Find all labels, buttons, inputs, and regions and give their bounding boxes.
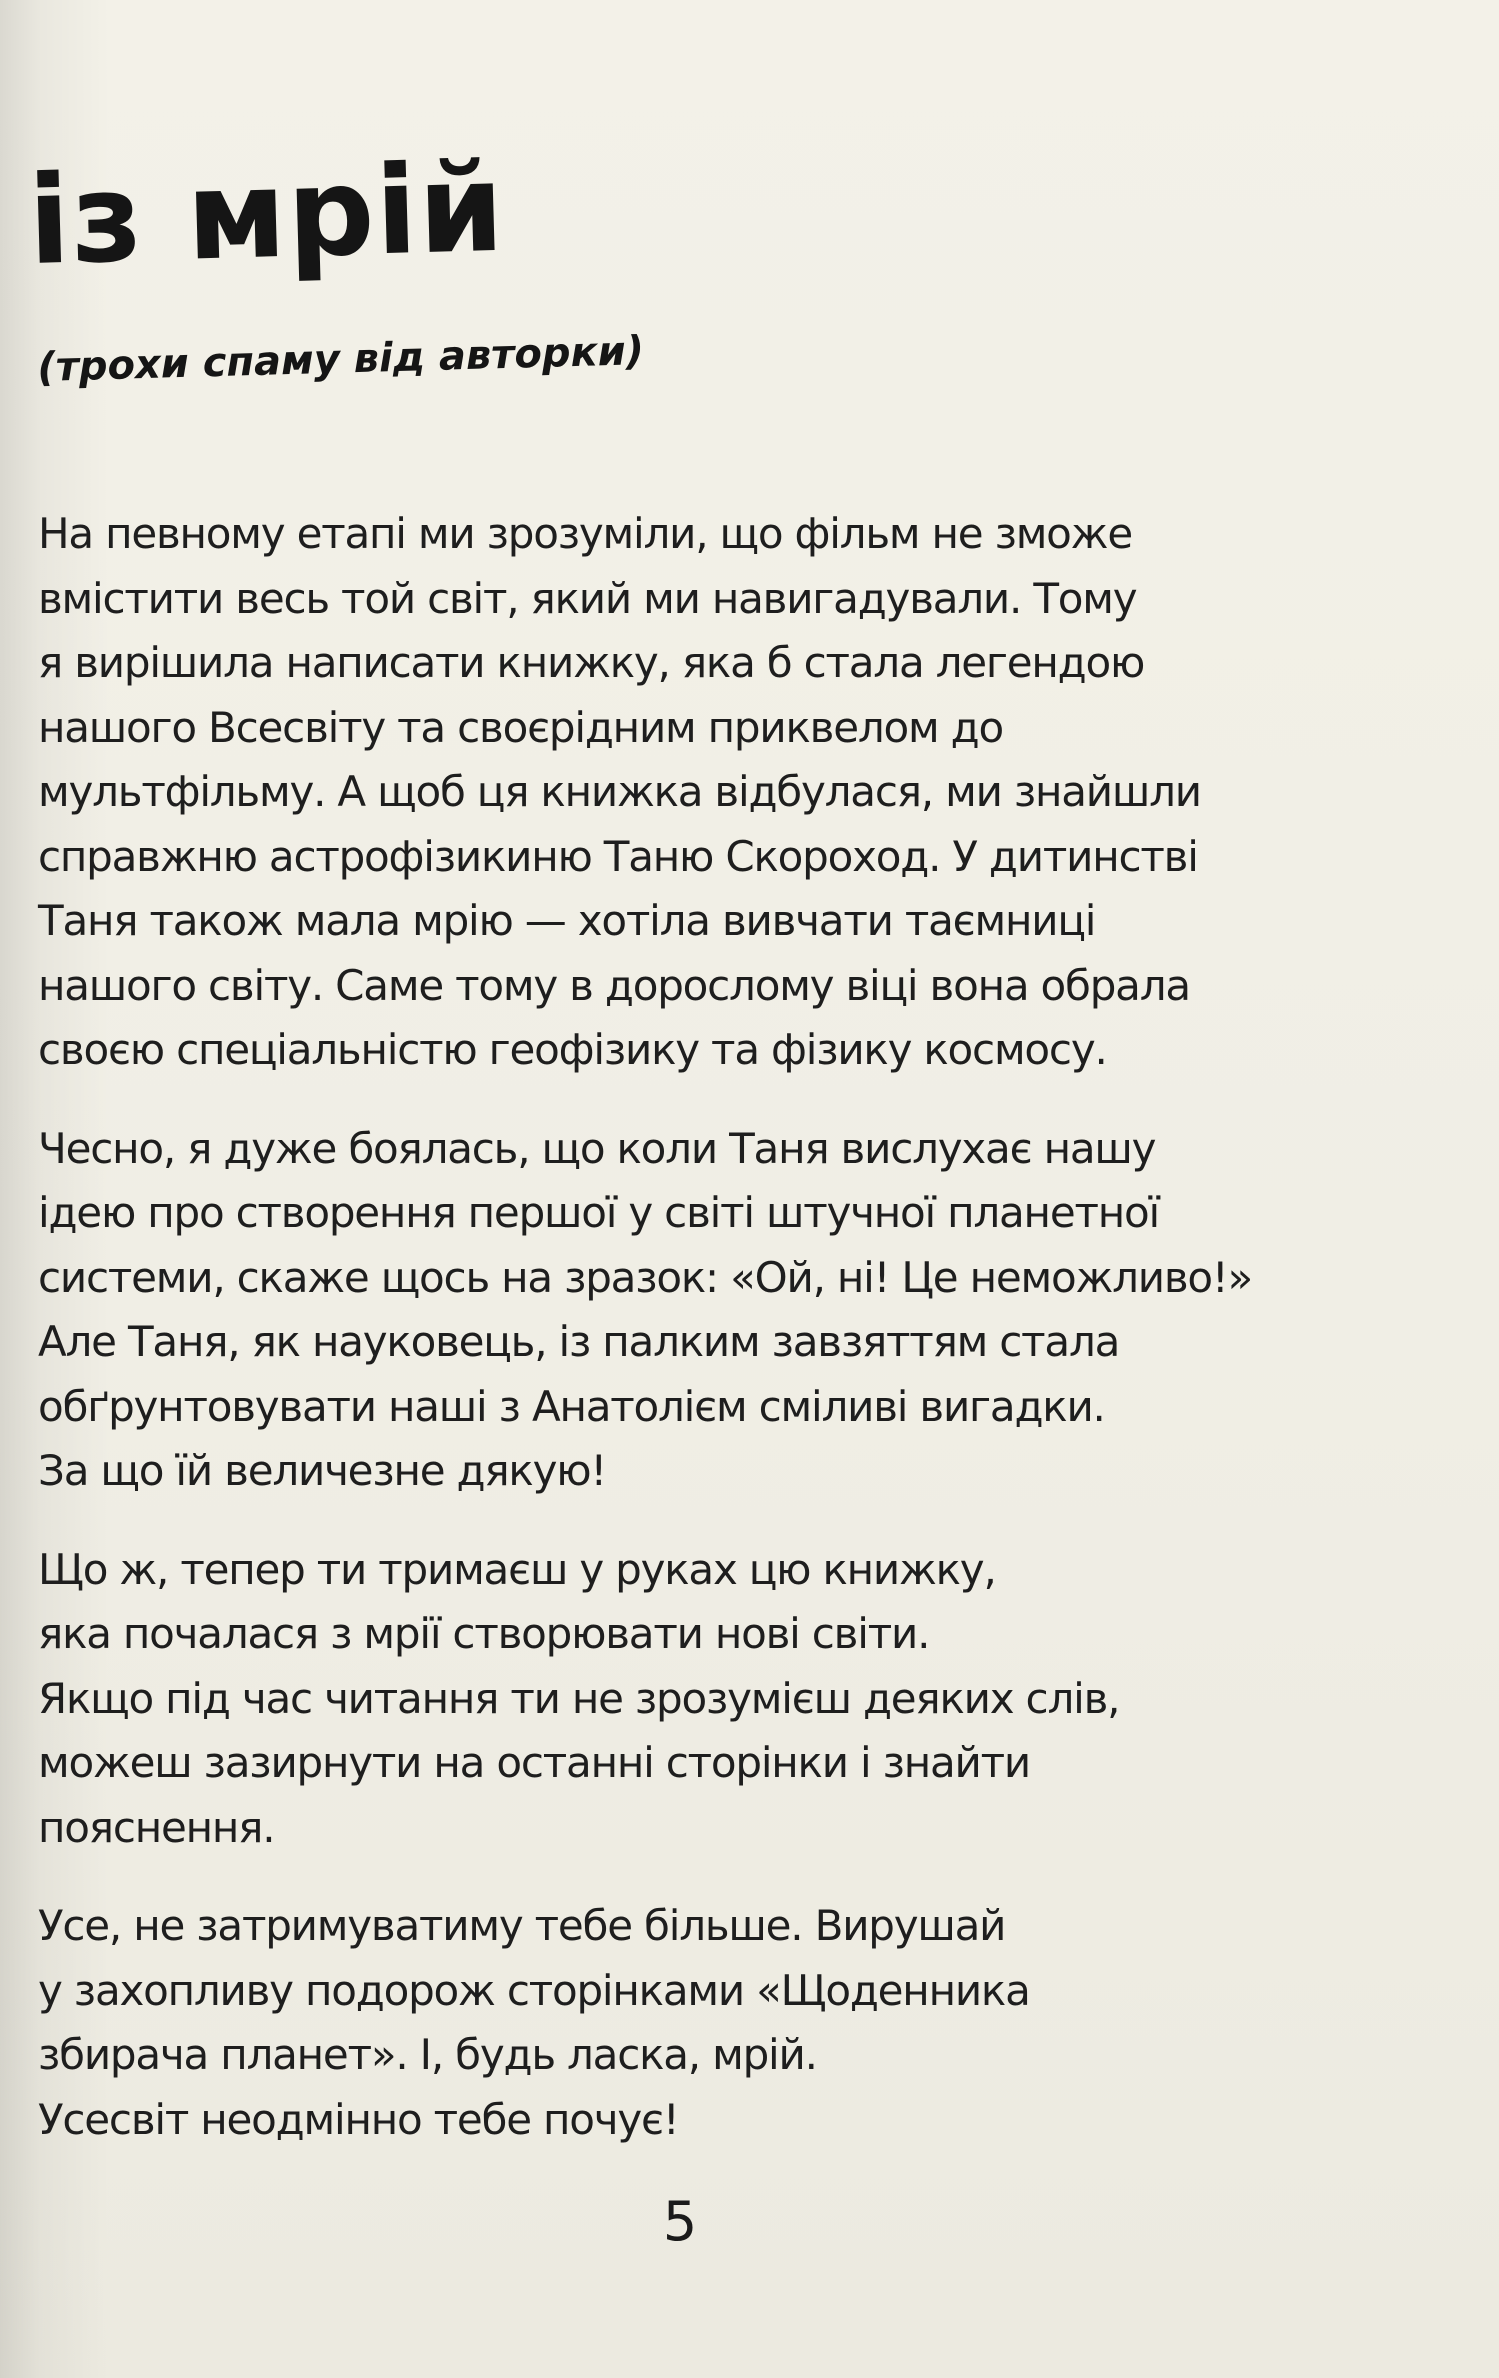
text-line: обґрунтовувати наші з Анатолієм сміливі вигадки.	[38, 1381, 1105, 1431]
text-line: системи, скаже щось на зразок: «Ой, ні! Це неможливо!»	[38, 1252, 1253, 1302]
text-line: мультфільму. А щоб ця книжка відбулася, ми знайшли	[38, 767, 1201, 816]
text-line: Але Таня, як науковець, із палким завзяттям стала	[38, 1317, 1120, 1366]
paragraph-2	[38, 1117, 1398, 1504]
text-line: ідею про створення першої у світі штучної планетної	[38, 1188, 1159, 1237]
text-line: Чесно, я дуже боялась, що коли Таня вислухає нашу	[38, 1123, 1156, 1173]
text-line: збирача планет». І, будь ласка, мрій.	[38, 2030, 817, 2079]
body-text	[38, 502, 1398, 2186]
text-line: На певному етапі ми зрозуміли, що фільм не зможе	[38, 509, 1132, 558]
text-line: нашого світу. Саме тому в дорослому віці вона обрала	[38, 960, 1190, 1010]
text-line: у захопливу подорож сторінками «Щоденника	[38, 1965, 1030, 2015]
text-line: пояснення.	[38, 1802, 275, 1852]
paragraph-4	[38, 1894, 1398, 2152]
text-line: Усе, не затримуватиму тебе більше. Вирушай	[38, 1901, 1006, 1950]
paragraph-1	[38, 502, 1398, 1083]
text-line: я вирішила написати книжку, яка б стала легендою	[38, 638, 1145, 687]
text-line: Що ж, тепер ти тримаєш у руках цю книжку,	[38, 1544, 996, 1594]
text-line: нашого Всесвіту та своєрідним приквелом до	[38, 702, 1003, 752]
paragraph-3	[38, 1538, 1398, 1861]
text-line: можеш зазирнути на останні сторінки і знайти	[38, 1738, 1030, 1787]
chapter-subtitle: (трохи спаму від авторки)	[36, 328, 645, 391]
text-line: Таня також мала мрію — хотіла вивчати таємниці	[38, 896, 1096, 945]
text-line: Якщо під час читання ти не зрозумієш деяких слів,	[38, 1673, 1120, 1723]
text-line: вмістити весь той світ, який ми навигадували. Тому	[38, 573, 1137, 623]
chapter-title: із мрій	[26, 136, 507, 292]
text-line: своєю спеціальністю геофізику та фізику космосу.	[38, 1025, 1107, 1074]
text-line: справжню астрофізикиню Таню Скороход. У дитинстві	[38, 831, 1198, 881]
text-line: За що їй величезне дякую!	[38, 1446, 607, 1495]
text-line: Усесвіт неодмінно тебе почує!	[38, 2094, 679, 2144]
text-line: яка почалася з мрії створювати нові світи.	[38, 1609, 930, 1658]
page-number: 5	[662, 2190, 698, 2253]
